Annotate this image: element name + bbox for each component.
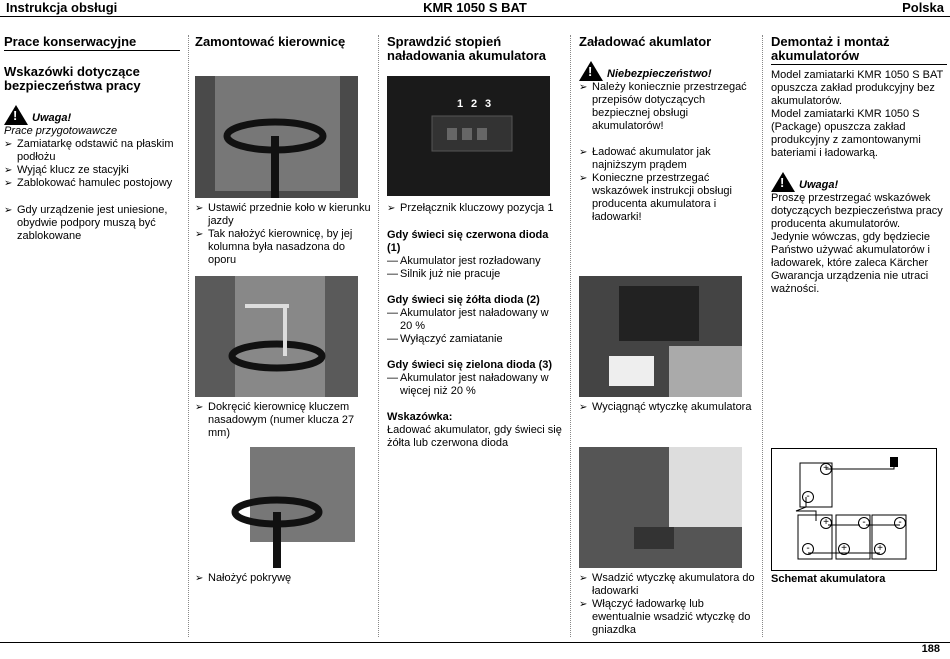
yellow-list <box>387 307 563 346</box>
danger-list <box>579 81 755 133</box>
steering-photo-1 <box>195 76 358 198</box>
plus-terminal: + <box>820 517 832 529</box>
battery-wiring-diagram <box>772 449 936 570</box>
list-item: — Akumulator jest rozładowany <box>387 255 563 268</box>
charge-panel-photo <box>387 76 550 196</box>
list-item: — Wyłączyć zamiatanie <box>387 333 563 346</box>
list-item: ➢ Przełącznik kluczowy pozycja 1 <box>387 202 563 215</box>
plus-terminal: + <box>874 543 886 555</box>
yellow-title: Gdy świeci się żółta dioda (2) <box>387 294 540 306</box>
charge-text <box>387 202 563 450</box>
charge-list <box>579 146 755 224</box>
plus-terminal: + <box>820 463 832 475</box>
minus-terminal: - <box>858 517 870 529</box>
steering-list-3 <box>195 572 371 585</box>
warning-label: ! Uwaga! <box>771 172 947 192</box>
column-steering <box>195 35 371 49</box>
list-item: — Silnik już nie pracuje <box>387 268 563 281</box>
column-maintenance <box>4 35 180 243</box>
section-title: Załadować akumlator <box>579 34 712 49</box>
green-title: Gdy świeci się zielona dioda (3) <box>387 359 553 371</box>
section-title: Prace konserwacyjne <box>4 35 180 51</box>
warning-icon: ! <box>771 172 795 192</box>
wrench-illustration <box>195 276 358 397</box>
column-divider <box>762 35 764 637</box>
battery-schematic <box>771 448 937 571</box>
paragraph: Model zamiatarki KMR 1050 S (Package) opuszcza zakład produkcyjny z zamontowanymi bateriami i ładowarką. <box>771 108 921 159</box>
section-title: Sprawdzić stopień naładowania akumulatora <box>387 34 546 63</box>
list-item: ➢ Wyjąć klucz ze stacyjki <box>4 164 180 177</box>
list-item: ➢ Zablokować hamulec postojowy <box>4 177 180 190</box>
schematic-caption: Schemat akumulatora <box>771 573 886 585</box>
unplug-list <box>579 401 755 414</box>
header-left: Instrukcja obsługi <box>6 0 118 15</box>
list-item: ➢ Włączyć ładowarkę lub ewentualnie wsadzić wtyczkę do gniazdka <box>579 598 759 637</box>
minus-terminal: - <box>802 543 814 555</box>
list-item: — Akumulator jest naładowany w 20 % <box>387 307 563 333</box>
column-charge-battery <box>579 35 755 224</box>
steering-wheel-illustration <box>195 76 358 198</box>
list-item: ➢ Należy koniecznie przestrzegać przepisów dotyczących bezpiecznej obsługi akumulatorów! <box>579 81 755 133</box>
steering-list-1 <box>195 202 371 267</box>
note-title: Wskazówka: <box>387 411 453 423</box>
column-divider <box>570 35 572 637</box>
red-title: Gdy świeci się czerwona dioda (1) <box>387 229 549 254</box>
prep-list <box>4 138 180 190</box>
minus-terminal: - <box>802 491 814 503</box>
panel-number-3: 3 <box>485 98 492 110</box>
support-list <box>4 204 180 243</box>
note-text: Ładować akumulator, gdy świeci się żółta lub czerwona dioda <box>387 424 562 449</box>
list-item: ➢ Nałożyć pokrywę <box>195 572 371 585</box>
plus-terminal: + <box>838 543 850 555</box>
list-item: ➢ Wsadzić wtyczkę akumulatora do ładowarki <box>579 572 759 598</box>
footer-rule <box>0 642 950 643</box>
list-item: ➢ Ładować akumulator jak najniższym prądem <box>579 146 755 172</box>
page-number: 188 <box>921 643 940 655</box>
header-right: Polska <box>902 0 944 15</box>
section-title: Zamontować kierownicę <box>195 34 346 49</box>
header-center: KMR 1050 S BAT <box>423 0 527 15</box>
list-item: ➢ Tak nałożyć kierownicę, by jej kolumna była nasadzona do oporu <box>195 228 371 267</box>
danger-label: ! Niebezpieczeństwo! <box>579 61 755 81</box>
cover-illustration <box>195 447 358 568</box>
charger-photo <box>579 447 742 568</box>
list-item: ➢ Konieczne przestrzegać wskazówek instrukcji obsługi producenta akumulatora i ładowarki! <box>579 172 755 224</box>
paragraph: Model zamiatarki KMR 1050 S BAT opuszcza zakład produkcyjny bez akumulatorów. <box>771 69 943 107</box>
red-list <box>387 255 563 281</box>
list-item: ➢ Zamiatarkę odstawić na płaskim podłożu <box>4 138 180 164</box>
page-header <box>0 0 950 17</box>
battery-plug-photo <box>579 276 742 397</box>
warning-label: ! Uwaga! <box>4 105 180 125</box>
panel-number-2: 2 <box>471 98 478 110</box>
paragraph: Proszę przestrzegać wskazówek dotyczących bezpieczeństwa pracy producenta akumulatorów. <box>771 192 943 230</box>
section-subtitle: Wskazówki dotyczące bezpieczeństwa pracy <box>4 64 141 93</box>
plug-list <box>579 572 759 637</box>
column-battery-mount <box>771 35 947 296</box>
steering-photo-3 <box>195 447 358 568</box>
list-item: ➢ Gdy urządzenie jest uniesione, obydwie podpory muszą być zablokowane <box>4 204 180 243</box>
list-item: ➢ Dokręcić kierownicę kluczem nasadowym (numer klucza 27 mm) <box>195 401 371 440</box>
list-item: ➢ Ustawić przednie koło w kierunku jazdy <box>195 202 371 228</box>
section-title: Demontaż i montaż akumulatorów <box>771 35 947 65</box>
column-divider <box>378 35 380 637</box>
key-list <box>387 202 563 215</box>
steering-list-2 <box>195 401 371 440</box>
charger-illustration <box>579 447 742 568</box>
paragraph: Jedynie wówczas, gdy będziecie Państwo używać akumulatorów i ładowarek, które zaleca Kärcher Gwarancja urządzenia nie utraci ważności. <box>771 231 930 295</box>
prep-label: Prace przygotowawcze <box>4 125 118 137</box>
column-charge-level <box>387 35 563 63</box>
column-divider <box>188 35 190 637</box>
list-item: ➢ Wyciągnąć wtyczkę akumulatora <box>579 401 755 414</box>
green-list <box>387 372 563 398</box>
list-item: — Akumulator jest naładowany w więcej niż 20 % <box>387 372 563 398</box>
steering-photo-2 <box>195 276 358 397</box>
panel-number-1: 1 <box>457 98 464 110</box>
battery-plug-illustration <box>579 276 742 397</box>
warning-icon: ! <box>579 61 603 81</box>
warning-icon: ! <box>4 105 28 125</box>
minus-terminal: - <box>894 517 906 529</box>
charge-indicator-illustration <box>387 76 550 196</box>
